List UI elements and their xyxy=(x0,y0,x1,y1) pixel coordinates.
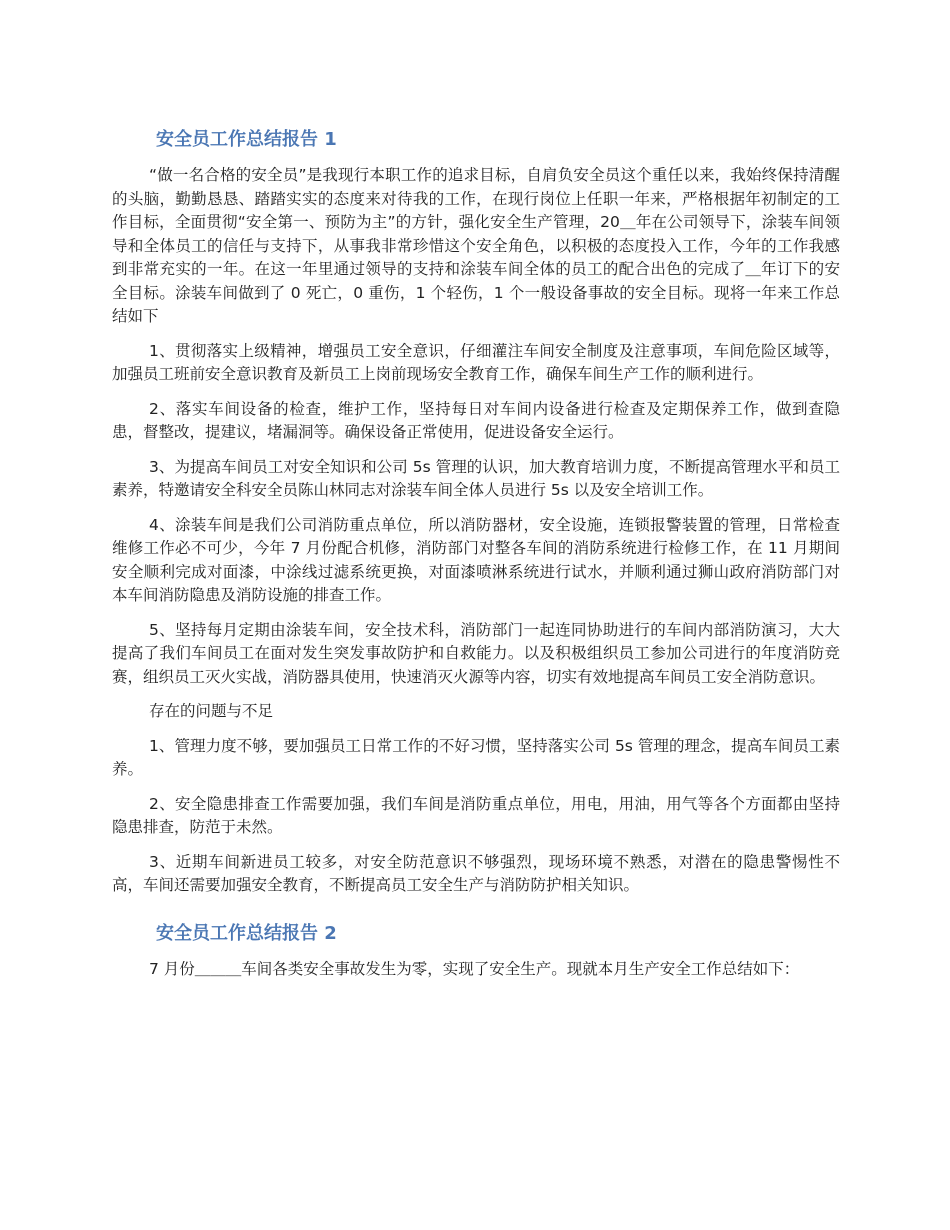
section-1-title: 安全员工作总结报告 1 xyxy=(156,129,337,150)
problem-item-2: 2、安全隐患排查工作需要加强，我们车间是消防重点单位，用电，用油，用气等各个方面都由坚持隐患排查，防范于未然。 xyxy=(112,794,840,836)
section-1-item-4: 4、涂装车间是我们公司消防重点单位，所以消防器材，安全设施，连锁报警装置的管理，日常检查维修工作必不可少，今年 7 月份配合机修，消防部门对整各车间的消防系统进行检修工作，在 11 月期间安全顺利完成对面漆，中涂线过滤系统更换，对面漆喷淋系统进行试水，并顺利通过狮山政府消防部门对本车间消防隐患及消防设施的排查工作。 xyxy=(112,515,840,604)
problem-item-1: 1、管理力度不够，要加强员工日常工作的不好习惯，坚持落实公司 5s 管理的理念，提高车间员工素养。 xyxy=(112,736,840,778)
document-page xyxy=(112,124,840,992)
section-1-item-3: 3、为提高车间员工对安全知识和公司 5s 管理的认识，加大教育培训力度，不断提高管理水平和员工素养，特邀请安全科安全员陈山林同志对涂装车间全体人员进行 5s 以及安全培训工作。 xyxy=(112,457,840,499)
section-1-intro-paragraph: “做一名合格的安全员”是我现行本职工作的追求目标，自肩负安全员这个重任以来，我始终保持清醒的头脑，勤勤恳恳、踏踏实实的态度来对待我的工作，在现行岗位上任职一年来，严格根据年初制定的工作目标，全面贯彻“安全第一、预防为主”的方针，强化安全生产管理，20＿年在公司领导下，涂装车间领导和全体员工的信任与支持下，从事我非常珍惜这个安全角色，以积极的态度投入工作，今年的工作我感到非常充实的一年。在这一年里通过领导的支持和涂装车间全体的员工的配合出色的完成了＿年订下的安全目标。涂装车间做到了 0 死亡，0 重伤，1 个轻伤，1 个一般设备事故的安全目标。现将一年来工作总结如下 xyxy=(112,166,840,325)
section-2-intro-paragraph: 7 月份＿＿＿车间各类安全事故发生为零，实现了安全生产。现就本月生产安全工作总结如下： xyxy=(149,959,800,978)
section-2-title: 安全员工作总结报告 2 xyxy=(156,922,337,944)
section-1-item-2: 2、落实车间设备的检查，维护工作，坚持每日对车间内设备进行检查及定期保养工作，做到查隐患，督整改，提建议，堵漏洞等。确保设备正常使用，促进设备安全运行。 xyxy=(112,399,840,441)
problems-heading: 存在的问题与不足 xyxy=(149,702,274,720)
problem-item-3: 3、近期车间新进员工较多，对安全防范意识不够强烈，现场环境不熟悉，对潜在的隐患警惕性不高，车间还需要加强安全教育，不断提高员工安全生产与消防防护相关知识。 xyxy=(112,852,840,894)
section-1-item-5: 5、坚持每月定期由涂装车间，安全技术科，消防部门一起连同协助进行的车间内部消防演习，大大提高了我们车间员工在面对发生突发事故防护和自救能力。以及积极组织员工参加公司进行的年度消防竞赛，组织员工灭火实战，消防器具使用，快速消灭火源等内容，切实有效地提高车间员工安全消防意识。 xyxy=(112,620,840,686)
section-1-item-1: 1、贯彻落实上级精神，增强员工安全意识，仔细灌注车间安全制度及注意事项，车间危险区域等，加强员工班前安全意识教育及新员工上岗前现场安全教育工作，确保车间生产工作的顺利进行。 xyxy=(112,341,840,383)
